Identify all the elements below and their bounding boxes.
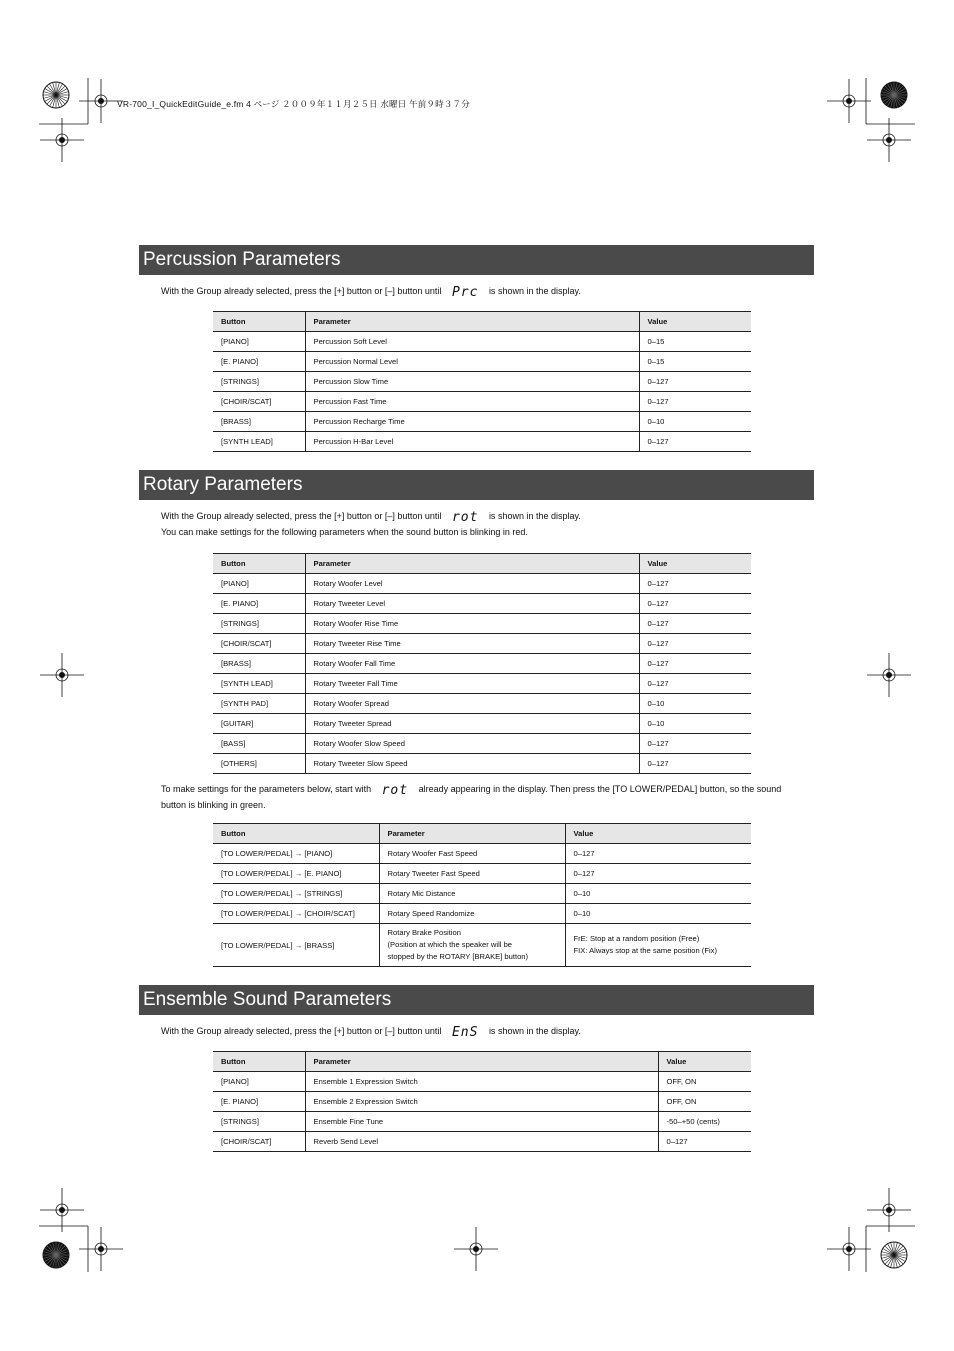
table-row — [213, 432, 751, 452]
intro-text: is shown in the display. — [488, 286, 581, 296]
registration-mark — [846, 1246, 852, 1252]
table-cell: [BRASS] — [213, 412, 305, 432]
table-cell: Rotary Tweeter Fall Time — [305, 674, 639, 694]
table-cell: Ensemble 1 Expression Switch — [305, 1072, 658, 1092]
rotary-fast-table — [213, 823, 751, 967]
table-cell: 0–15 — [639, 352, 751, 372]
table-cell: 0–127 — [639, 594, 751, 614]
cell-line: (Position at which the speaker will be — [387, 940, 513, 949]
table-cell: [PIANO] — [213, 332, 305, 352]
registration-mark — [886, 672, 892, 678]
table-cell: [E. PIANO] — [213, 352, 305, 372]
registration-mark — [886, 137, 892, 143]
cell-line: Rotary Brake Position — [387, 928, 461, 937]
table-row — [213, 372, 751, 392]
table-row — [213, 924, 751, 967]
registration-mark — [59, 672, 65, 678]
cell-line: FIX: Always stop at the same position (Fix) — [573, 946, 717, 955]
table-cell: 0–127 — [639, 654, 751, 674]
ensemble-table — [213, 1051, 751, 1152]
column-header: Parameter — [305, 554, 639, 574]
table-cell: 0–10 — [639, 412, 751, 432]
table-row — [213, 844, 751, 864]
intro-text: already appearing in the display. Then press the [TO LOWER/PEDAL] button, so the sound button is blinking in green. — [161, 784, 782, 810]
table-cell: 0–127 — [639, 754, 751, 774]
display-readout: rot — [451, 510, 479, 525]
intro-text: With the Group already selected, press the [+] button or [–] button until — [161, 1026, 442, 1036]
table-cell: [STRINGS] — [213, 1112, 305, 1132]
column-header: Button — [213, 824, 379, 844]
table-cell: [TO LOWER/PEDAL] → [E. PIANO] — [213, 864, 379, 884]
table-cell: [STRINGS] — [213, 372, 305, 392]
table-cell: 0–127 — [565, 844, 751, 864]
table-cell: 0–127 — [639, 372, 751, 392]
table-row — [213, 332, 751, 352]
column-header: Parameter — [379, 824, 565, 844]
registration-mark — [59, 1207, 65, 1213]
table-cell — [565, 924, 751, 967]
table-row — [213, 392, 751, 412]
table-cell: [CHOIR/SCAT] — [213, 392, 305, 412]
table-cell: 0–127 — [639, 674, 751, 694]
table-row — [213, 654, 751, 674]
section-title-rotary: Rotary Parameters — [139, 470, 814, 500]
table-row — [213, 714, 751, 734]
table-cell: 0–127 — [639, 634, 751, 654]
table-row — [213, 352, 751, 372]
table-cell: Rotary Speed Randomize — [379, 904, 565, 924]
column-header: Value — [658, 1052, 751, 1072]
table-cell: 0–127 — [565, 864, 751, 884]
table-cell: Rotary Woofer Spread — [305, 694, 639, 714]
section-title-percussion: Percussion Parameters — [139, 245, 814, 275]
table-cell: Ensemble Fine Tune — [305, 1112, 658, 1132]
table-row — [213, 674, 751, 694]
table-cell: 0–127 — [639, 574, 751, 594]
table-cell: Percussion Soft Level — [305, 332, 639, 352]
registration-mark — [846, 98, 852, 104]
table-cell: [BASS] — [213, 734, 305, 754]
registration-mark — [98, 98, 104, 104]
display-readout: rot — [381, 783, 409, 798]
table-cell: Percussion Normal Level — [305, 352, 639, 372]
intro-text: With the Group already selected, press the [+] button or [–] button until — [161, 286, 442, 296]
table-cell: [E. PIANO] — [213, 594, 305, 614]
table-cell: [STRINGS] — [213, 614, 305, 634]
intro-text: With the Group already selected, press the [+] button or [–] button until — [161, 511, 442, 521]
column-header: Parameter — [305, 1052, 658, 1072]
display-readout: EnS — [451, 1025, 479, 1040]
percussion-table — [213, 311, 751, 452]
table-row — [213, 1092, 751, 1112]
table-cell: Rotary Tweeter Fast Speed — [379, 864, 565, 884]
table-cell: [CHOIR/SCAT] — [213, 634, 305, 654]
intro-text: is shown in the display. — [488, 511, 581, 521]
table-row — [213, 594, 751, 614]
table-cell: Rotary Woofer Level — [305, 574, 639, 594]
rotary-table — [213, 553, 751, 774]
column-header: Value — [565, 824, 751, 844]
ensemble-intro — [161, 1025, 581, 1040]
table-cell: Rotary Woofer Fall Time — [305, 654, 639, 674]
table-row — [213, 614, 751, 634]
column-header: Value — [639, 312, 751, 332]
table-cell: 0–10 — [565, 904, 751, 924]
rotary-intro — [161, 510, 581, 525]
table-cell: Rotary Woofer Rise Time — [305, 614, 639, 634]
display-readout: Prc — [451, 285, 479, 300]
table-cell: Percussion Slow Time — [305, 372, 639, 392]
table-cell: 0–10 — [565, 884, 751, 904]
table-cell: OFF, ON — [658, 1072, 751, 1092]
table-cell: [TO LOWER/PEDAL] → [PIANO] — [213, 844, 379, 864]
column-header: Button — [213, 1052, 305, 1072]
cell-line: FrE: Stop at a random position (Free) — [573, 934, 700, 943]
print-header: VR-700_I_QuickEditGuide_e.fm 4 ページ ２００９年１１月２５日 水曜日 午前９時３７分 — [117, 99, 470, 109]
table-row — [213, 1072, 751, 1092]
table-cell: 0–10 — [639, 714, 751, 734]
table-cell: Rotary Mic Distance — [379, 884, 565, 904]
table-cell: [PIANO] — [213, 574, 305, 594]
table-cell: Reverb Send Level — [305, 1132, 658, 1152]
table-cell: [TO LOWER/PEDAL] → [BRASS] — [213, 924, 379, 967]
table-row — [213, 864, 751, 884]
table-row — [213, 574, 751, 594]
table-cell: [CHOIR/SCAT] — [213, 1132, 305, 1152]
column-header: Value — [639, 554, 751, 574]
table-cell: 0–127 — [639, 392, 751, 412]
table-cell: 0–127 — [639, 432, 751, 452]
intro-text: To make settings for the parameters below, start with — [161, 784, 372, 794]
table-cell: Rotary Woofer Fast Speed — [379, 844, 565, 864]
rotary-intro-3 — [161, 782, 801, 812]
table-row — [213, 904, 751, 924]
table-row — [213, 634, 751, 654]
table-cell: [TO LOWER/PEDAL] → [STRINGS] — [213, 884, 379, 904]
table-cell: 0–10 — [639, 694, 751, 714]
table-cell: Rotary Tweeter Slow Speed — [305, 754, 639, 774]
registration-mark — [98, 1246, 104, 1252]
percussion-intro — [161, 285, 581, 300]
table-cell: -50–+50 (cents) — [658, 1112, 751, 1132]
table-cell: Rotary Woofer Slow Speed — [305, 734, 639, 754]
table-row — [213, 694, 751, 714]
table-cell: [OTHERS] — [213, 754, 305, 774]
intro-text: is shown in the display. — [488, 1026, 581, 1036]
table-cell: Rotary Tweeter Rise Time — [305, 634, 639, 654]
table-row — [213, 1112, 751, 1132]
table-cell: Ensemble 2 Expression Switch — [305, 1092, 658, 1112]
table-row — [213, 412, 751, 432]
table-cell: [SYNTH LEAD] — [213, 674, 305, 694]
table-cell: [GUITAR] — [213, 714, 305, 734]
cell-line: stopped by the ROTARY [BRAKE] button) — [387, 952, 529, 961]
table-row — [213, 754, 751, 774]
table-row — [213, 884, 751, 904]
table-cell: Percussion H-Bar Level — [305, 432, 639, 452]
table-cell: [SYNTH PAD] — [213, 694, 305, 714]
column-header: Parameter — [305, 312, 639, 332]
column-header: Button — [213, 312, 305, 332]
table-cell — [379, 924, 565, 967]
table-row — [213, 734, 751, 754]
rotary-intro-2: You can make settings for the following parameters when the sound button is blinking in red. — [161, 527, 528, 537]
table-cell: 0–127 — [639, 614, 751, 634]
registration-mark — [473, 1246, 479, 1252]
registration-mark — [59, 137, 65, 143]
registration-mark — [886, 1207, 892, 1213]
table-cell: Rotary Tweeter Level — [305, 594, 639, 614]
table-cell: 0–15 — [639, 332, 751, 352]
table-cell: Rotary Tweeter Spread — [305, 714, 639, 734]
table-cell: OFF, ON — [658, 1092, 751, 1112]
table-cell: [TO LOWER/PEDAL] → [CHOIR/SCAT] — [213, 904, 379, 924]
table-cell: [BRASS] — [213, 654, 305, 674]
table-row — [213, 1132, 751, 1152]
column-header: Button — [213, 554, 305, 574]
section-title-ensemble: Ensemble Sound Parameters — [139, 985, 814, 1015]
table-cell: 0–127 — [658, 1132, 751, 1152]
table-cell: [E. PIANO] — [213, 1092, 305, 1112]
table-cell: 0–127 — [639, 734, 751, 754]
table-cell: [PIANO] — [213, 1072, 305, 1092]
table-cell: Percussion Recharge Time — [305, 412, 639, 432]
table-cell: Percussion Fast Time — [305, 392, 639, 412]
table-cell: [SYNTH LEAD] — [213, 432, 305, 452]
